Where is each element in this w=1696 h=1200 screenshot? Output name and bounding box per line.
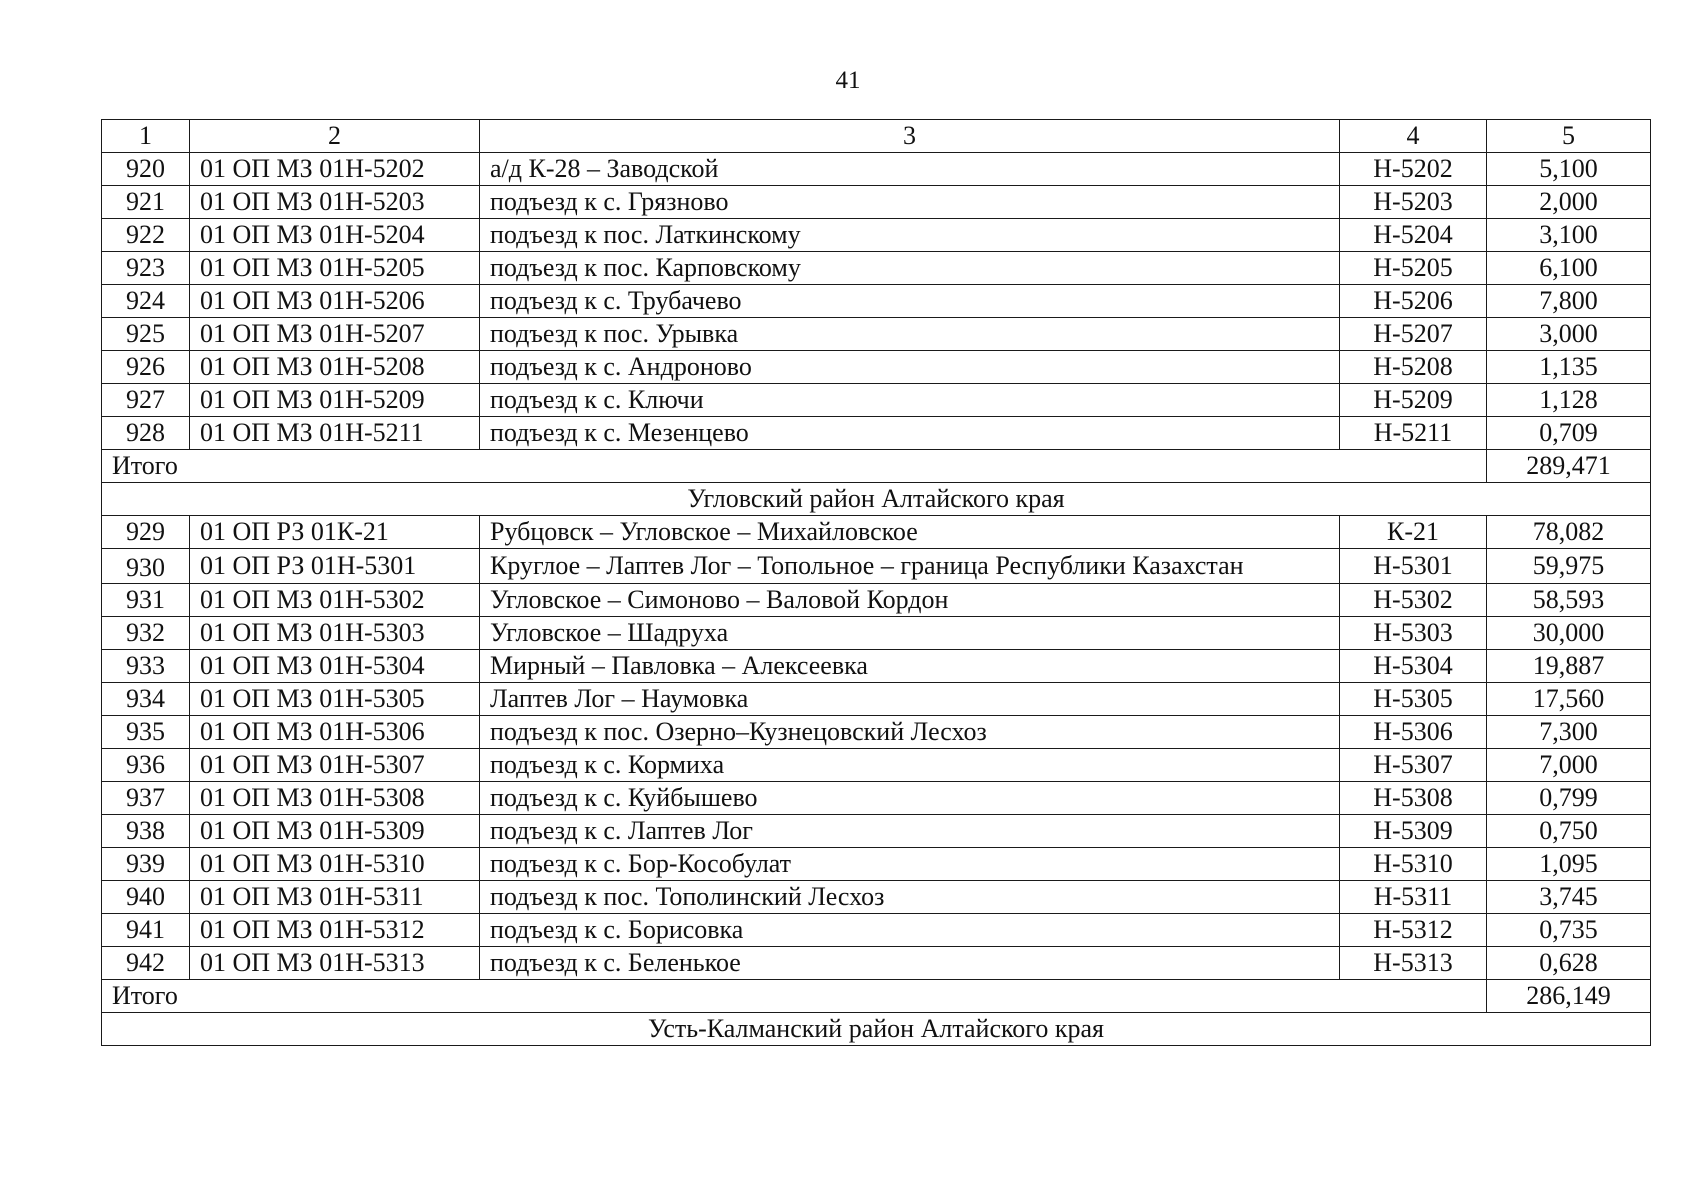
table-row [102, 584, 1651, 617]
row-number: 920 [102, 153, 190, 186]
section-row [102, 1013, 1651, 1046]
total-label: Итого [102, 450, 1487, 483]
road-length: 78,082 [1487, 516, 1651, 549]
road-length: 30,000 [1487, 617, 1651, 650]
road-length: 5,100 [1487, 153, 1651, 186]
row-number: 939 [102, 848, 190, 881]
row-number: 922 [102, 219, 190, 252]
road-id: 01 ОП МЗ 01Н-5309 [190, 815, 480, 848]
road-id: 01 ОП МЗ 01Н-5308 [190, 782, 480, 815]
total-row [102, 450, 1651, 483]
row-number: 925 [102, 318, 190, 351]
road-name: подъезд к с. Куйбышево [480, 782, 1340, 815]
road-code: Н-5303 [1340, 617, 1487, 650]
road-length: 1,135 [1487, 351, 1651, 384]
road-code: Н-5312 [1340, 914, 1487, 947]
road-name: подъезд к пос. Озерно–Кузнецовский Лесхоз [480, 716, 1340, 749]
table-row [102, 351, 1651, 384]
table-row [102, 815, 1651, 848]
road-id: 01 ОП МЗ 01Н-5311 [190, 881, 480, 914]
road-code: Н-5306 [1340, 716, 1487, 749]
road-id: 01 ОП МЗ 01Н-5305 [190, 683, 480, 716]
road-length: 0,628 [1487, 947, 1651, 980]
table-row [102, 650, 1651, 683]
table-row [102, 716, 1651, 749]
road-name: Угловское – Шадруха [480, 617, 1340, 650]
road-code: К-21 [1340, 516, 1487, 549]
table-row [102, 617, 1651, 650]
table-row [102, 318, 1651, 351]
table-row [102, 384, 1651, 417]
road-length: 19,887 [1487, 650, 1651, 683]
road-length: 0,750 [1487, 815, 1651, 848]
road-id: 01 ОП МЗ 01Н-5206 [190, 285, 480, 318]
table-row [102, 914, 1651, 947]
column-header: 4 [1340, 120, 1487, 153]
row-number: 928 [102, 417, 190, 450]
road-name: подъезд к с. Грязново [480, 186, 1340, 219]
road-name: подъезд к с. Кормиха [480, 749, 1340, 782]
column-header-row [102, 120, 1651, 153]
road-id: 01 ОП МЗ 01Н-5310 [190, 848, 480, 881]
total-value: 286,149 [1487, 980, 1651, 1013]
road-name: Круглое – Лаптев Лог – Топольное – граница Республики Казахстан [480, 549, 1340, 584]
road-id: 01 ОП РЗ 01Н-5301 [190, 549, 480, 584]
road-name: Лаптев Лог – Наумовка [480, 683, 1340, 716]
column-header: 5 [1487, 120, 1651, 153]
road-id: 01 ОП МЗ 01Н-5208 [190, 351, 480, 384]
table-row [102, 749, 1651, 782]
table-row [102, 219, 1651, 252]
row-number: 923 [102, 252, 190, 285]
road-code: Н-5309 [1340, 815, 1487, 848]
road-name: подъезд к пос. Латкинскому [480, 219, 1340, 252]
table-row [102, 516, 1651, 549]
road-code: Н-5313 [1340, 947, 1487, 980]
road-code: Н-5304 [1340, 650, 1487, 683]
road-name: подъезд к с. Андроново [480, 351, 1340, 384]
row-number: 929 [102, 516, 190, 549]
total-row [102, 980, 1651, 1013]
road-name: подъезд к с. Ключи [480, 384, 1340, 417]
page-number: 41 [835, 67, 861, 94]
road-name: а/д К-28 – Заводской [480, 153, 1340, 186]
road-length: 1,128 [1487, 384, 1651, 417]
table-row [102, 881, 1651, 914]
total-label: Итого [102, 980, 1487, 1013]
section-title: Угловский район Алтайского края [102, 483, 1651, 516]
road-id: 01 ОП МЗ 01Н-5203 [190, 186, 480, 219]
table-row [102, 683, 1651, 716]
road-length: 1,095 [1487, 848, 1651, 881]
row-number: 941 [102, 914, 190, 947]
road-code: Н-5205 [1340, 252, 1487, 285]
row-number: 942 [102, 947, 190, 980]
table-row [102, 186, 1651, 219]
road-length: 2,000 [1487, 186, 1651, 219]
road-id: 01 ОП МЗ 01Н-5204 [190, 219, 480, 252]
road-id: 01 ОП РЗ 01К-21 [190, 516, 480, 549]
road-name: подъезд к с. Лаптев Лог [480, 815, 1340, 848]
road-length: 0,735 [1487, 914, 1651, 947]
road-code: Н-5302 [1340, 584, 1487, 617]
section-row [102, 483, 1651, 516]
road-length: 3,100 [1487, 219, 1651, 252]
road-length: 3,000 [1487, 318, 1651, 351]
road-id: 01 ОП МЗ 01Н-5202 [190, 153, 480, 186]
table-row [102, 153, 1651, 186]
road-length: 7,800 [1487, 285, 1651, 318]
road-id: 01 ОП МЗ 01Н-5313 [190, 947, 480, 980]
road-name: подъезд к с. Трубачево [480, 285, 1340, 318]
road-length: 3,745 [1487, 881, 1651, 914]
road-name: подъезд к пос. Урывка [480, 318, 1340, 351]
road-code: Н-5211 [1340, 417, 1487, 450]
road-id: 01 ОП МЗ 01Н-5307 [190, 749, 480, 782]
road-id: 01 ОП МЗ 01Н-5312 [190, 914, 480, 947]
registry-body [102, 120, 1651, 1046]
road-name: подъезд к с. Борисовка [480, 914, 1340, 947]
road-code: Н-5305 [1340, 683, 1487, 716]
road-name: подъезд к пос. Тополинский Лесхоз [480, 881, 1340, 914]
road-length: 0,799 [1487, 782, 1651, 815]
road-length: 17,560 [1487, 683, 1651, 716]
table-row [102, 947, 1651, 980]
road-name: Угловское – Симоново – Валовой Кордон [480, 584, 1340, 617]
row-number: 935 [102, 716, 190, 749]
road-name: Рубцовск – Угловское – Михайловское [480, 516, 1340, 549]
road-id: 01 ОП МЗ 01Н-5302 [190, 584, 480, 617]
table-row [102, 549, 1651, 584]
road-name: подъезд к с. Мезенцево [480, 417, 1340, 450]
road-code: Н-5208 [1340, 351, 1487, 384]
row-number: 932 [102, 617, 190, 650]
road-code: Н-5206 [1340, 285, 1487, 318]
section-title: Усть-Калманский район Алтайского края [102, 1013, 1651, 1046]
road-code: Н-5209 [1340, 384, 1487, 417]
row-number: 936 [102, 749, 190, 782]
table-row [102, 782, 1651, 815]
road-code: Н-5207 [1340, 318, 1487, 351]
row-number: 927 [102, 384, 190, 417]
road-name: подъезд к пос. Карповскому [480, 252, 1340, 285]
road-name: подъезд к с. Беленькое [480, 947, 1340, 980]
road-code: Н-5310 [1340, 848, 1487, 881]
road-code: Н-5308 [1340, 782, 1487, 815]
table-row [102, 285, 1651, 318]
road-code: Н-5203 [1340, 186, 1487, 219]
row-number: 926 [102, 351, 190, 384]
row-number: 934 [102, 683, 190, 716]
road-code: Н-5301 [1340, 549, 1487, 584]
road-length: 58,593 [1487, 584, 1651, 617]
road-length: 59,975 [1487, 549, 1651, 584]
row-number: 931 [102, 584, 190, 617]
road-code: Н-5311 [1340, 881, 1487, 914]
road-id: 01 ОП МЗ 01Н-5207 [190, 318, 480, 351]
road-length: 7,300 [1487, 716, 1651, 749]
road-name: Мирный – Павловка – Алексеевка [480, 650, 1340, 683]
road-length: 6,100 [1487, 252, 1651, 285]
road-length: 7,000 [1487, 749, 1651, 782]
road-length: 0,709 [1487, 417, 1651, 450]
table-row [102, 252, 1651, 285]
road-id: 01 ОП МЗ 01Н-5211 [190, 417, 480, 450]
row-number: 938 [102, 815, 190, 848]
row-number: 933 [102, 650, 190, 683]
table-row [102, 417, 1651, 450]
road-id: 01 ОП МЗ 01Н-5205 [190, 252, 480, 285]
total-value: 289,471 [1487, 450, 1651, 483]
road-code: Н-5202 [1340, 153, 1487, 186]
column-header: 2 [190, 120, 480, 153]
road-code: Н-5307 [1340, 749, 1487, 782]
row-number: 930 [102, 549, 190, 584]
row-number: 937 [102, 782, 190, 815]
row-number: 921 [102, 186, 190, 219]
row-number: 940 [102, 881, 190, 914]
road-code: Н-5204 [1340, 219, 1487, 252]
column-header: 3 [480, 120, 1340, 153]
road-name: подъезд к с. Бор-Кособулат [480, 848, 1340, 881]
roads-registry-table [101, 119, 1651, 1046]
table-row [102, 848, 1651, 881]
road-id: 01 ОП МЗ 01Н-5306 [190, 716, 480, 749]
road-id: 01 ОП МЗ 01Н-5209 [190, 384, 480, 417]
column-header: 1 [102, 120, 190, 153]
road-id: 01 ОП МЗ 01Н-5303 [190, 617, 480, 650]
row-number: 924 [102, 285, 190, 318]
road-id: 01 ОП МЗ 01Н-5304 [190, 650, 480, 683]
